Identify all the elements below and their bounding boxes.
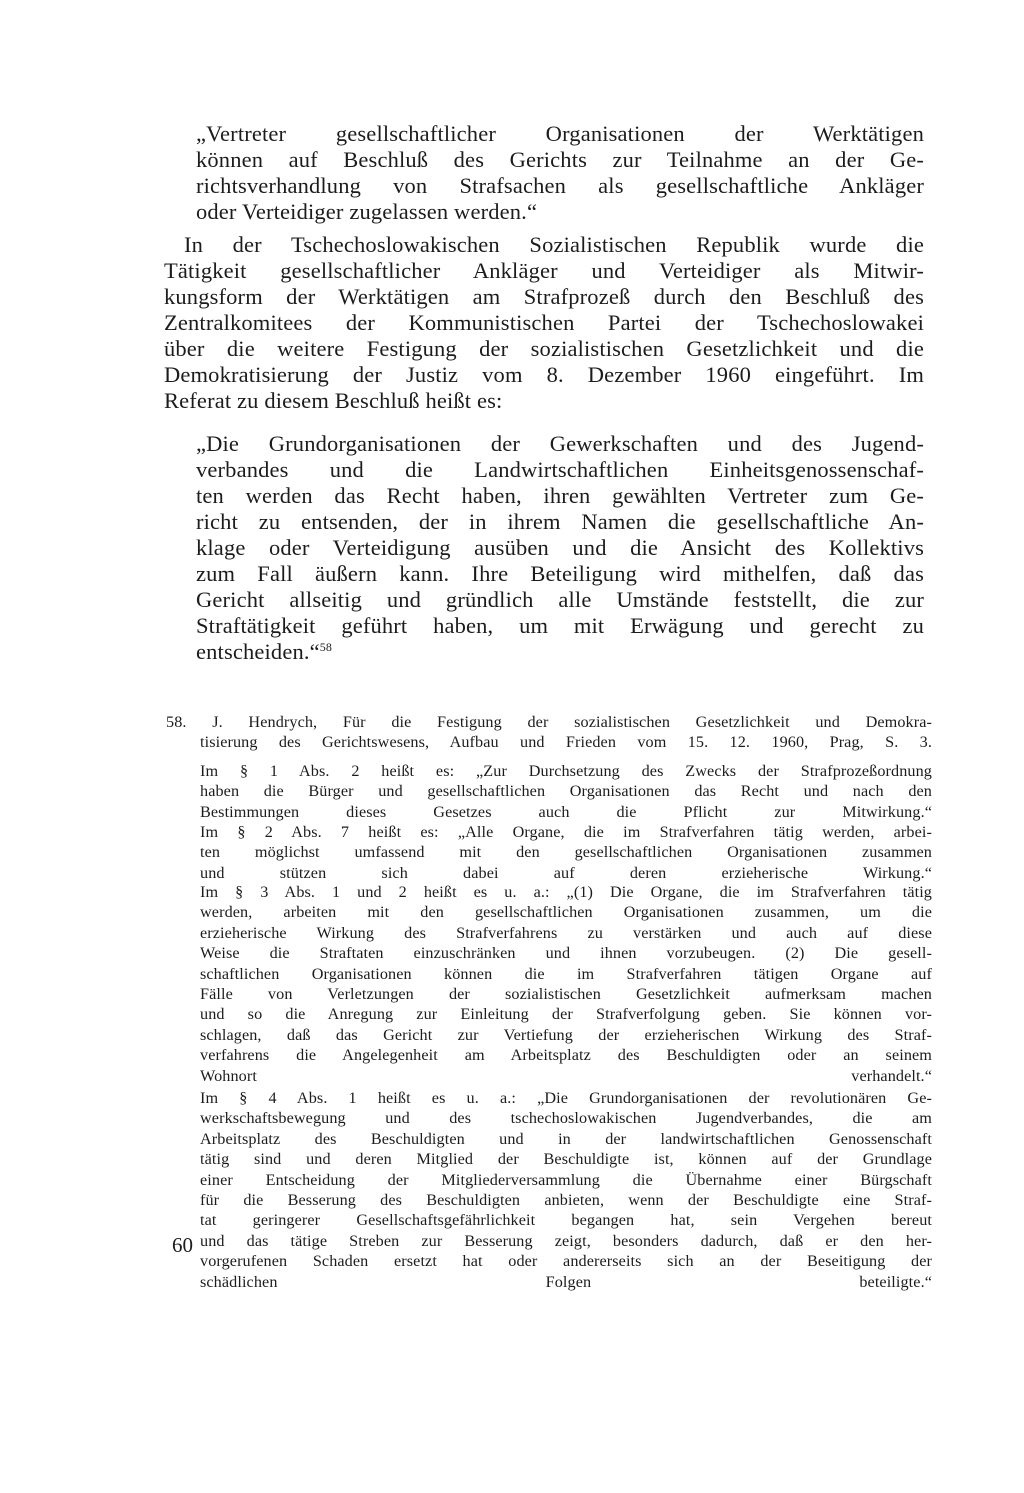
footnote-line: schädlichen Folgen beteiligte.“	[200, 1272, 932, 1291]
footnote-paragraph-2	[200, 822, 932, 883]
footnote-line: ten möglichst umfassend mit den gesellschaftlichen Organisationen zusammen	[200, 843, 932, 862]
footnote-line: Arbeitsplatz des Beschuldigten und in der landwirtschaftlichen Genossenschaft	[200, 1129, 932, 1148]
footnote-line: Im § 4 Abs. 1 heißt es u. a.: „Die Grundorganisationen der revolutionären Ge-	[200, 1089, 932, 1107]
quote-block-1	[196, 121, 924, 225]
footnote-line: verfahrens die Angelegenheit am Arbeitsplatz des Beschuldigten oder an seinem	[200, 1046, 932, 1065]
text-line: Tätigkeit gesellschaftlicher Ankläger und Verteidiger als Mitwir-	[164, 258, 924, 283]
footnote-reference: 58	[319, 640, 333, 654]
text-line: ten werden das Recht haben, ihren gewählten Vertreter zum Ge-	[196, 483, 924, 508]
text-line: richtsverhandlung von Strafsachen als gesellschaftliche Ankläger	[196, 173, 924, 198]
text-line: klage oder Verteidigung ausüben und die Ansicht des Kollektivs	[196, 535, 924, 560]
footnote-line: einer Entscheidung der Mitgliederversammlung die Übernahme einer Bürgschaft	[200, 1170, 932, 1189]
text-line: verbandes und die Landwirtschaftlichen Einheitsgenossenschaf-	[196, 457, 924, 482]
footnote-number: 58.	[166, 713, 187, 731]
footnote-line: für die Besserung des Beschuldigten anbieten, wenn der Beschuldigte eine Straf-	[200, 1191, 932, 1210]
footnote-line: haben die Bürger und gesellschaftlichen Organisationen das Recht und nach den	[200, 782, 932, 801]
footnote-paragraph-4	[200, 1088, 932, 1292]
page-number: 60	[172, 1233, 193, 1257]
footnote-text: J. Hendrych, Für die Festigung der sozialistischen Gesetzlichkeit und Demokra-	[212, 713, 932, 731]
text-line: „Die Grundorganisationen der Gewerkschaften und des Jugend-	[196, 431, 924, 456]
footnote-line: Im § 1 Abs. 2 heißt es: „Zur Durchsetzung des Zwecks der Strafprozeßordnung	[200, 762, 932, 780]
footnote-line: erzieherische Wirkung des Strafverfahrens zu verstärken und auch auf diese	[200, 923, 932, 942]
footnote-line: und so die Anregung zur Einleitung der Strafverfolgung geben. Sie können vor-	[200, 1005, 932, 1024]
footnote-line: tätig sind und deren Mitglied der Beschuldigte ist, können auf der Grundlage	[200, 1150, 932, 1169]
text-line: zum Fall äußern kann. Ihre Beteiligung wird mithelfen, daß das	[196, 561, 924, 586]
footnote-paragraph-1	[200, 761, 932, 822]
footnote-line: vorgerufenen Schaden ersetzt hat oder andererseits sich an der Beseitigung der	[200, 1252, 932, 1271]
footnote-line: Fälle von Verletzungen der sozialistischen Gesetzlichkeit aufmerksam machen	[200, 985, 932, 1004]
footnote-line: werkschaftsbewegung und des tschechoslowakischen Jugendverbandes, die am	[200, 1109, 932, 1128]
footnote-line: Im § 2 Abs. 7 heißt es: „Alle Organe, die im Strafverfahren tätig werden, arbei-	[200, 823, 932, 841]
text-line: können auf Beschluß des Gerichts zur Teilnahme an der Ge-	[196, 147, 924, 172]
text-line: Gericht allseitig und gründlich alle Umstände feststellt, die zur	[196, 587, 924, 612]
footnote-line: tisierung des Gerichtswesens, Aufbau und Frieden vom 15. 12. 1960, Prag, S. 3.	[200, 733, 932, 752]
footnote-line: und das tätige Streben zur Besserung zeigt, besonders dadurch, daß er den her-	[200, 1231, 932, 1250]
footnote-line: Bestimmungen dieses Gesetzes auch die Pflicht zur Mitwirkung.“	[200, 802, 932, 821]
text-line: über die weitere Festigung der sozialistischen Gesetzlichkeit und die	[164, 336, 924, 361]
footnote-line: und stützen sich dabei auf deren erzieherische Wirkung.“	[200, 863, 932, 882]
footnote-line: Im § 3 Abs. 1 und 2 heißt es u. a.: „(1) Die Organe, die im Strafverfahren tätig	[200, 883, 932, 901]
footnote-line: werden, arbeiten mit den gesellschaftlichen Organisationen zusammen, um die	[200, 903, 932, 922]
footnote-line: Wohnort verhandelt.“	[200, 1066, 932, 1085]
text-line: Demokratisierung der Justiz vom 8. Dezember 1960 eingeführt. Im	[164, 362, 924, 387]
text-line: oder Verteidiger zugelassen werden.“	[196, 199, 538, 224]
footnote-line: schaftlichen Organisationen können die im Strafverfahren tätigen Organe auf	[200, 964, 932, 983]
body-paragraph	[164, 232, 924, 414]
footnote-paragraph-3	[200, 882, 932, 1086]
text-line: Zentralkomitees der Kommunistischen Partei der Tschechoslowakei	[164, 310, 924, 335]
footnote-58	[166, 712, 932, 753]
text-line: „Vertreter gesellschaftlicher Organisationen der Werktätigen	[196, 121, 924, 146]
footnote-line: Weise die Straftaten einzuschränken und ihnen vorzubeugen. (2) Die gesell-	[200, 944, 932, 963]
footnote-line: schlagen, daß das Gericht zur Vertiefung der erzieherischen Wirkung des Straf-	[200, 1025, 932, 1044]
quote-end-text: entscheiden.“	[196, 639, 320, 664]
text-line: kungsform der Werktätigen am Strafprozeß durch den Beschluß des	[164, 284, 924, 309]
text-line: In der Tschechoslowakischen Sozialistischen Republik wurde die	[184, 232, 924, 257]
text-line: Straftätigkeit geführt haben, um mit Erwägung und gerecht zu	[196, 613, 924, 638]
footnote-line	[166, 712, 932, 732]
text-line	[196, 639, 924, 665]
text-line: Referat zu diesem Beschluß heißt es:	[164, 388, 503, 413]
quote-block-2	[196, 431, 924, 665]
text-line: richt zu entsenden, der in ihrem Namen die gesellschaftliche An-	[196, 509, 924, 534]
footnote-line: tat geringerer Gesellschaftsgefährlichkeit begangen hat, sein Vergehen bereut	[200, 1211, 932, 1230]
